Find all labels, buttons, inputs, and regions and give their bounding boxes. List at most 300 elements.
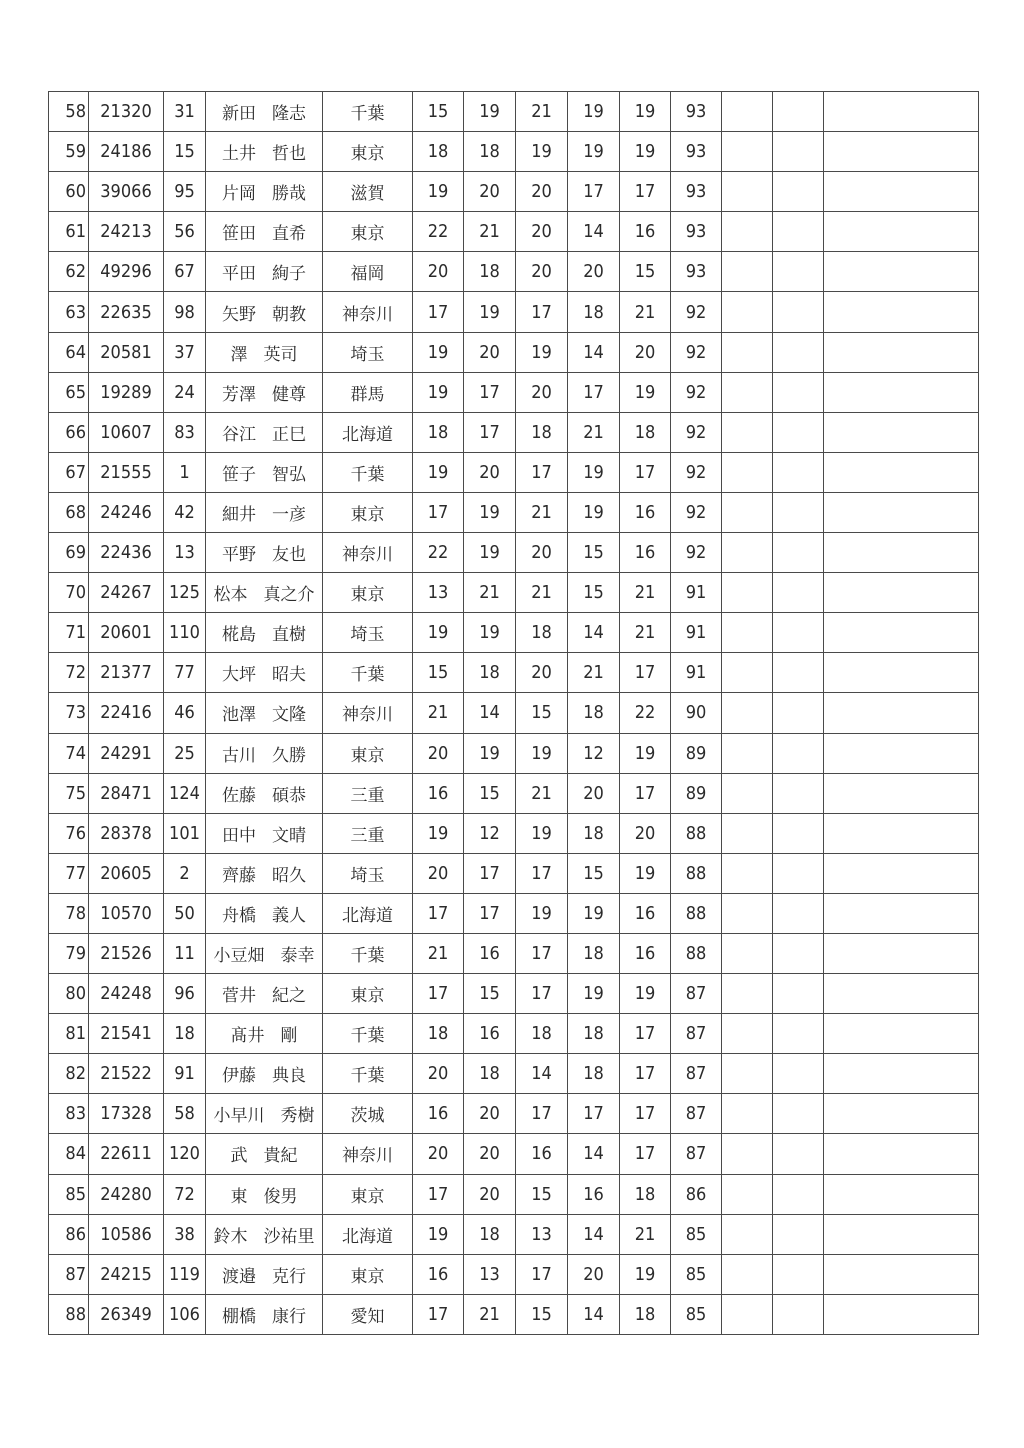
blank-cell-1 [722, 733, 773, 773]
remarks-cell [824, 292, 979, 332]
entry-number-cell: 38 [164, 1214, 206, 1254]
name-cell [206, 212, 323, 252]
rank-cell: 73 [49, 693, 89, 733]
score-cell-5: 18 [620, 1294, 671, 1334]
entry-number-cell: 106 [164, 1294, 206, 1334]
rank-cell: 88 [49, 1294, 89, 1334]
rank-cell: 60 [49, 172, 89, 212]
total-cell: 88 [671, 933, 722, 973]
score-cell-2: 17 [464, 372, 516, 412]
score-cell-4: 17 [568, 372, 620, 412]
score-cell-1: 21 [413, 933, 464, 973]
score-cell-5: 17 [620, 172, 671, 212]
total-cell: 91 [671, 653, 722, 693]
score-cell-1: 19 [413, 172, 464, 212]
blank-cell-1 [722, 533, 773, 573]
score-cell-3: 17 [516, 292, 568, 332]
score-cell-5: 16 [620, 533, 671, 573]
score-cell-2: 19 [464, 92, 516, 132]
remarks-cell [824, 773, 979, 813]
name-cell [206, 252, 323, 292]
table-row [49, 1094, 979, 1134]
table-row [49, 893, 979, 933]
score-cell-1: 16 [413, 773, 464, 813]
rank-cell: 63 [49, 292, 89, 332]
score-cell-1: 19 [413, 332, 464, 372]
name-cell [206, 653, 323, 693]
rank-cell: 87 [49, 1254, 89, 1294]
member-id-cell: 20605 [89, 853, 164, 893]
family-name: 池澤 [222, 705, 256, 726]
total-cell: 86 [671, 1174, 722, 1214]
blank-cell-2 [773, 292, 824, 332]
entry-number-cell: 77 [164, 653, 206, 693]
prefecture-cell: 東京 [323, 492, 413, 532]
remarks-cell [824, 573, 979, 613]
remarks-cell [824, 1254, 979, 1294]
score-cell-3: 21 [516, 573, 568, 613]
table-row [49, 252, 979, 292]
prefecture-cell: 神奈川 [323, 533, 413, 573]
score-cell-4: 15 [568, 533, 620, 573]
score-cell-1: 17 [413, 1174, 464, 1214]
score-cell-5: 19 [620, 372, 671, 412]
entry-number-cell: 56 [164, 212, 206, 252]
family-name: 菅井 [222, 986, 256, 1007]
score-cell-3: 17 [516, 853, 568, 893]
table-row [49, 492, 979, 532]
blank-cell-2 [773, 573, 824, 613]
prefecture-cell: 千葉 [323, 933, 413, 973]
name-cell [206, 412, 323, 452]
score-cell-4: 14 [568, 613, 620, 653]
results-table-body [49, 92, 979, 1335]
entry-number-cell: 31 [164, 92, 206, 132]
score-cell-4: 18 [568, 933, 620, 973]
remarks-cell [824, 813, 979, 853]
blank-cell-2 [773, 492, 824, 532]
score-cell-1: 18 [413, 132, 464, 172]
entry-number-cell: 91 [164, 1054, 206, 1094]
member-id-cell: 17328 [89, 1094, 164, 1134]
score-cell-2: 19 [464, 292, 516, 332]
blank-cell-2 [773, 1294, 824, 1334]
given-name: 朝教 [272, 304, 306, 325]
member-id-cell: 24248 [89, 974, 164, 1014]
total-cell: 93 [671, 172, 722, 212]
given-name: 秀樹 [280, 1106, 315, 1127]
blank-cell-2 [773, 1094, 824, 1134]
blank-cell-1 [722, 613, 773, 653]
blank-cell-1 [722, 132, 773, 172]
rank-cell: 72 [49, 653, 89, 693]
total-cell: 91 [671, 613, 722, 653]
name-cell [206, 1134, 323, 1174]
given-name: 真之介 [263, 585, 315, 606]
member-id-cell: 21541 [89, 1014, 164, 1054]
prefecture-cell: 神奈川 [323, 1134, 413, 1174]
remarks-cell [824, 613, 979, 653]
score-cell-2: 13 [464, 1254, 516, 1294]
given-name: 典良 [272, 1066, 306, 1087]
name-cell [206, 332, 323, 372]
blank-cell-2 [773, 92, 824, 132]
given-name: 直希 [272, 224, 306, 245]
name-cell [206, 733, 323, 773]
score-cell-5: 19 [620, 92, 671, 132]
blank-cell-2 [773, 372, 824, 412]
score-cell-5: 19 [620, 1254, 671, 1294]
given-name: 昭夫 [272, 665, 306, 686]
family-name: 松本 [213, 585, 248, 606]
family-name: 齊藤 [222, 865, 256, 886]
total-cell: 91 [671, 573, 722, 613]
remarks-cell [824, 693, 979, 733]
score-cell-4: 19 [568, 452, 620, 492]
remarks-cell [824, 1134, 979, 1174]
score-cell-1: 19 [413, 1214, 464, 1254]
score-cell-4: 19 [568, 974, 620, 1014]
table-row [49, 1174, 979, 1214]
member-id-cell: 28378 [89, 813, 164, 853]
member-id-cell: 10607 [89, 412, 164, 452]
member-id-cell: 21555 [89, 452, 164, 492]
score-cell-4: 18 [568, 292, 620, 332]
entry-number-cell: 24 [164, 372, 206, 412]
table-row [49, 172, 979, 212]
blank-cell-1 [722, 1014, 773, 1054]
score-cell-3: 19 [516, 813, 568, 853]
family-name: 小豆畑 [213, 946, 265, 967]
blank-cell-2 [773, 1054, 824, 1094]
name-cell [206, 452, 323, 492]
member-id-cell: 24213 [89, 212, 164, 252]
entry-number-cell: 13 [164, 533, 206, 573]
score-cell-3: 13 [516, 1214, 568, 1254]
name-cell [206, 1214, 323, 1254]
entry-number-cell: 2 [164, 853, 206, 893]
prefecture-cell: 東京 [323, 1174, 413, 1214]
entry-number-cell: 120 [164, 1134, 206, 1174]
rank-cell: 65 [49, 372, 89, 412]
given-name: 克行 [272, 1266, 306, 1287]
score-cell-3: 20 [516, 533, 568, 573]
score-cell-3: 15 [516, 1174, 568, 1214]
blank-cell-1 [722, 813, 773, 853]
score-cell-2: 20 [464, 1094, 516, 1134]
score-cell-5: 16 [620, 893, 671, 933]
score-cell-4: 20 [568, 252, 620, 292]
entry-number-cell: 67 [164, 252, 206, 292]
score-cell-3: 21 [516, 92, 568, 132]
score-cell-4: 15 [568, 573, 620, 613]
table-row [49, 452, 979, 492]
given-name: 義人 [272, 905, 306, 926]
rank-cell: 59 [49, 132, 89, 172]
member-id-cell: 21320 [89, 92, 164, 132]
blank-cell-1 [722, 372, 773, 412]
member-id-cell: 20581 [89, 332, 164, 372]
remarks-cell [824, 533, 979, 573]
score-cell-4: 14 [568, 1134, 620, 1174]
blank-cell-1 [722, 653, 773, 693]
score-cell-5: 17 [620, 1014, 671, 1054]
score-cell-5: 17 [620, 1134, 671, 1174]
member-id-cell: 39066 [89, 172, 164, 212]
entry-number-cell: 83 [164, 412, 206, 452]
entry-number-cell: 37 [164, 332, 206, 372]
total-cell: 92 [671, 452, 722, 492]
score-cell-4: 21 [568, 412, 620, 452]
score-cell-3: 15 [516, 693, 568, 733]
prefecture-cell: 千葉 [323, 1054, 413, 1094]
member-id-cell: 19289 [89, 372, 164, 412]
score-cell-5: 17 [620, 452, 671, 492]
score-cell-4: 16 [568, 1174, 620, 1214]
score-cell-4: 17 [568, 172, 620, 212]
score-cell-2: 18 [464, 1214, 516, 1254]
score-cell-5: 19 [620, 132, 671, 172]
score-cell-1: 17 [413, 1294, 464, 1334]
score-cell-3: 14 [516, 1054, 568, 1094]
blank-cell-1 [722, 1174, 773, 1214]
score-cell-3: 19 [516, 132, 568, 172]
total-cell: 88 [671, 813, 722, 853]
rank-cell: 80 [49, 974, 89, 1014]
score-cell-5: 16 [620, 933, 671, 973]
total-cell: 93 [671, 92, 722, 132]
blank-cell-1 [722, 172, 773, 212]
score-cell-3: 19 [516, 893, 568, 933]
given-name: 絢子 [272, 264, 306, 285]
given-name: 友也 [272, 545, 306, 566]
entry-number-cell: 124 [164, 773, 206, 813]
blank-cell-1 [722, 412, 773, 452]
score-cell-3: 17 [516, 1254, 568, 1294]
member-id-cell: 24291 [89, 733, 164, 773]
rank-cell: 74 [49, 733, 89, 773]
score-cell-2: 14 [464, 693, 516, 733]
prefecture-cell: 神奈川 [323, 693, 413, 733]
score-cell-5: 18 [620, 412, 671, 452]
score-cell-5: 18 [620, 1174, 671, 1214]
score-cell-2: 15 [464, 773, 516, 813]
score-cell-2: 18 [464, 653, 516, 693]
total-cell: 93 [671, 212, 722, 252]
member-id-cell: 49296 [89, 252, 164, 292]
name-cell [206, 773, 323, 813]
family-name: 棚橋 [222, 1306, 256, 1327]
table-row [49, 372, 979, 412]
score-cell-3: 20 [516, 252, 568, 292]
remarks-cell [824, 653, 979, 693]
rank-cell: 81 [49, 1014, 89, 1054]
blank-cell-2 [773, 853, 824, 893]
rank-cell: 77 [49, 853, 89, 893]
prefecture-cell: 群馬 [323, 372, 413, 412]
score-cell-2: 20 [464, 452, 516, 492]
prefecture-cell: 滋賀 [323, 172, 413, 212]
table-row [49, 292, 979, 332]
prefecture-cell: 埼玉 [323, 853, 413, 893]
remarks-cell [824, 974, 979, 1014]
score-cell-2: 12 [464, 813, 516, 853]
remarks-cell [824, 1054, 979, 1094]
score-cell-4: 19 [568, 132, 620, 172]
remarks-cell [824, 1094, 979, 1134]
rank-cell: 61 [49, 212, 89, 252]
score-cell-1: 16 [413, 1254, 464, 1294]
entry-number-cell: 110 [164, 613, 206, 653]
prefecture-cell: 千葉 [323, 92, 413, 132]
blank-cell-2 [773, 252, 824, 292]
rank-cell: 71 [49, 613, 89, 653]
family-name: 片岡 [222, 184, 256, 205]
table-row [49, 813, 979, 853]
total-cell: 85 [671, 1254, 722, 1294]
score-cell-1: 20 [413, 1054, 464, 1094]
family-name: 椛島 [222, 625, 256, 646]
given-name: 康行 [272, 1306, 306, 1327]
rank-cell: 69 [49, 533, 89, 573]
table-row [49, 974, 979, 1014]
score-cell-5: 17 [620, 653, 671, 693]
table-row [49, 1014, 979, 1054]
family-name: 澤 [230, 344, 248, 365]
given-name: 正巳 [272, 424, 306, 445]
total-cell: 92 [671, 492, 722, 532]
score-cell-3: 21 [516, 492, 568, 532]
blank-cell-1 [722, 332, 773, 372]
given-name: 直樹 [272, 625, 306, 646]
blank-cell-1 [722, 974, 773, 1014]
name-cell [206, 974, 323, 1014]
name-cell [206, 1094, 323, 1134]
score-cell-5: 21 [620, 1214, 671, 1254]
score-cell-1: 21 [413, 693, 464, 733]
family-name: 東 [230, 1186, 248, 1207]
score-cell-2: 21 [464, 1294, 516, 1334]
score-cell-1: 17 [413, 893, 464, 933]
score-cell-1: 20 [413, 1134, 464, 1174]
score-cell-2: 21 [464, 212, 516, 252]
total-cell: 87 [671, 1094, 722, 1134]
blank-cell-2 [773, 1174, 824, 1214]
family-name: 小早川 [213, 1106, 265, 1127]
prefecture-cell: 東京 [323, 212, 413, 252]
rank-cell: 78 [49, 893, 89, 933]
name-cell [206, 693, 323, 733]
table-row [49, 693, 979, 733]
blank-cell-2 [773, 212, 824, 252]
total-cell: 89 [671, 733, 722, 773]
name-cell [206, 573, 323, 613]
remarks-cell [824, 452, 979, 492]
total-cell: 88 [671, 853, 722, 893]
blank-cell-1 [722, 1294, 773, 1334]
remarks-cell [824, 893, 979, 933]
member-id-cell: 26349 [89, 1294, 164, 1334]
table-row [49, 773, 979, 813]
blank-cell-1 [722, 92, 773, 132]
score-cell-2: 17 [464, 853, 516, 893]
prefecture-cell: 三重 [323, 813, 413, 853]
total-cell: 89 [671, 773, 722, 813]
total-cell: 92 [671, 372, 722, 412]
blank-cell-1 [722, 773, 773, 813]
table-row [49, 332, 979, 372]
score-cell-1: 22 [413, 212, 464, 252]
family-name: 伊藤 [222, 1066, 256, 1087]
rank-cell: 58 [49, 92, 89, 132]
member-id-cell: 24267 [89, 573, 164, 613]
score-cell-2: 16 [464, 933, 516, 973]
table-row [49, 1294, 979, 1334]
blank-cell-1 [722, 933, 773, 973]
given-name: 剛 [280, 1026, 298, 1047]
blank-cell-2 [773, 613, 824, 653]
remarks-cell [824, 733, 979, 773]
blank-cell-1 [722, 1214, 773, 1254]
blank-cell-2 [773, 733, 824, 773]
blank-cell-2 [773, 813, 824, 853]
given-name: 久勝 [272, 745, 306, 766]
entry-number-cell: 125 [164, 573, 206, 613]
blank-cell-2 [773, 1014, 824, 1054]
prefecture-cell: 東京 [323, 132, 413, 172]
entry-number-cell: 98 [164, 292, 206, 332]
score-cell-2: 20 [464, 332, 516, 372]
remarks-cell [824, 933, 979, 973]
blank-cell-2 [773, 533, 824, 573]
prefecture-cell: 三重 [323, 773, 413, 813]
member-id-cell: 24186 [89, 132, 164, 172]
remarks-cell [824, 132, 979, 172]
rank-cell: 76 [49, 813, 89, 853]
member-id-cell: 21526 [89, 933, 164, 973]
given-name: 碩恭 [272, 785, 306, 806]
blank-cell-1 [722, 212, 773, 252]
table-row [49, 1134, 979, 1174]
score-cell-5: 16 [620, 212, 671, 252]
total-cell: 88 [671, 893, 722, 933]
total-cell: 93 [671, 132, 722, 172]
prefecture-cell: 北海道 [323, 412, 413, 452]
remarks-cell [824, 92, 979, 132]
table-row [49, 1214, 979, 1254]
table-row [49, 653, 979, 693]
score-cell-3: 18 [516, 613, 568, 653]
given-name: 英司 [263, 344, 298, 365]
rank-cell: 84 [49, 1134, 89, 1174]
entry-number-cell: 25 [164, 733, 206, 773]
rank-cell: 62 [49, 252, 89, 292]
prefecture-cell: 埼玉 [323, 332, 413, 372]
score-cell-2: 15 [464, 974, 516, 1014]
remarks-cell [824, 252, 979, 292]
prefecture-cell: 福岡 [323, 252, 413, 292]
blank-cell-2 [773, 412, 824, 452]
name-cell [206, 853, 323, 893]
total-cell: 92 [671, 292, 722, 332]
total-cell: 87 [671, 1134, 722, 1174]
score-cell-3: 18 [516, 412, 568, 452]
family-name: 武 [230, 1146, 248, 1167]
prefecture-cell: 千葉 [323, 653, 413, 693]
blank-cell-2 [773, 132, 824, 172]
name-cell [206, 613, 323, 653]
score-cell-4: 14 [568, 212, 620, 252]
